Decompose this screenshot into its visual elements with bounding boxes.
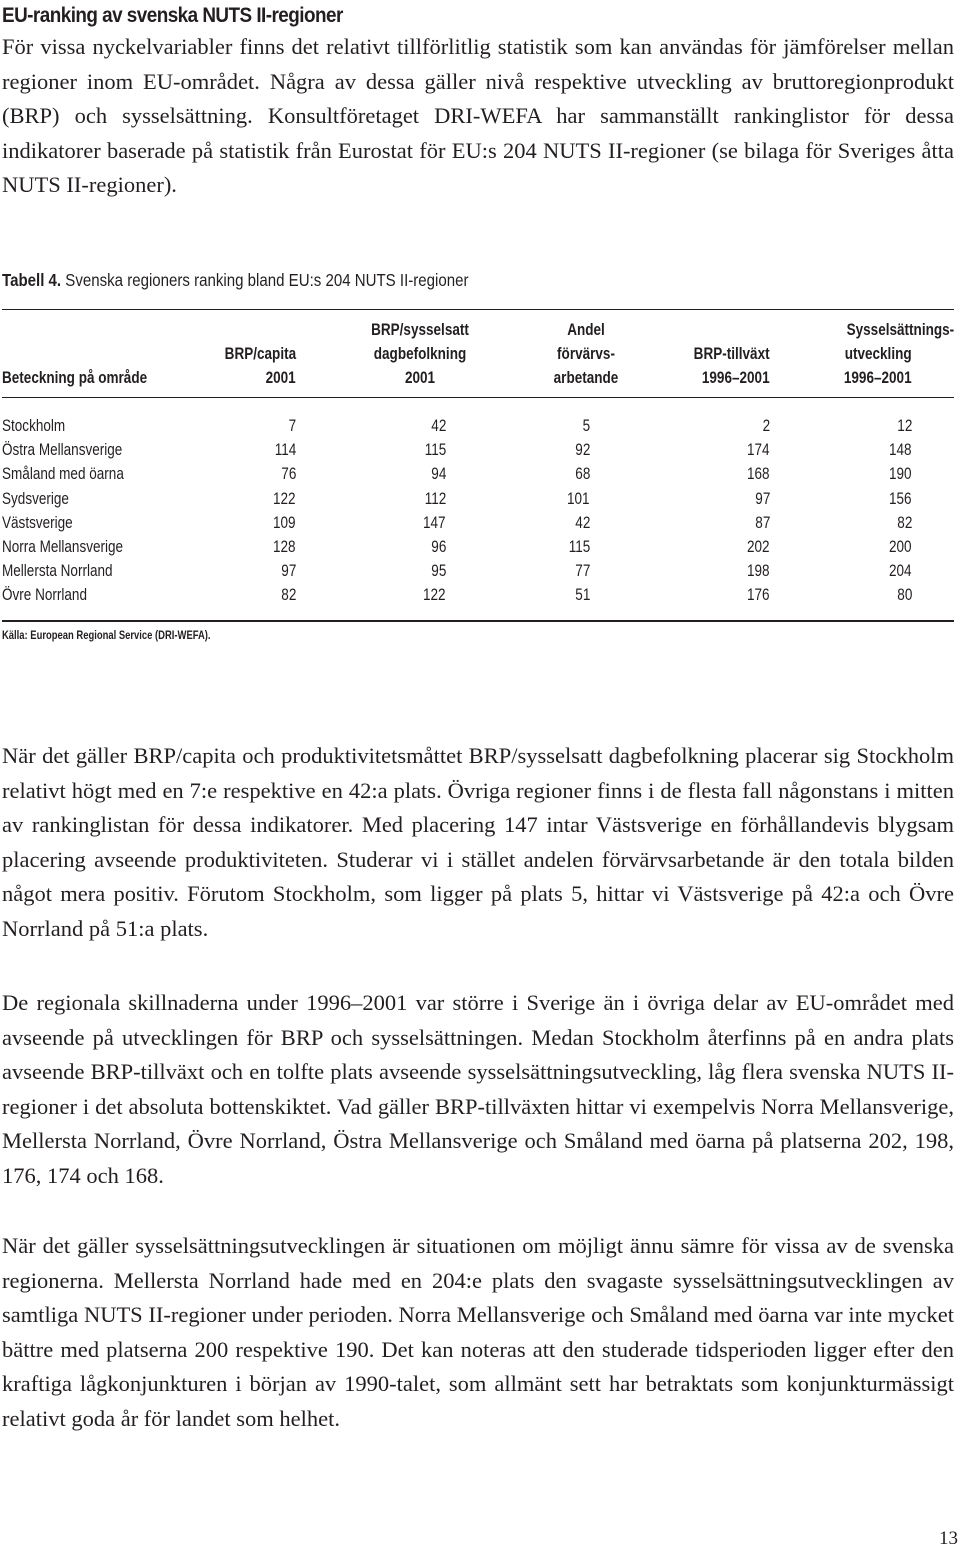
cell-brp-capita: 122 [273, 489, 296, 508]
header-region: Beteckning på område [2, 369, 148, 387]
cell-employment-growth: 204 [889, 562, 912, 581]
cell-region: Småland med öarna [2, 465, 124, 484]
cell-brp-growth: 168 [747, 465, 770, 484]
cell-employment-growth: 156 [889, 489, 912, 508]
header-employment-share-l3: arbetande [553, 369, 619, 387]
cell-region: Norra Mellansverige [2, 538, 124, 556]
table-source: Källa: European Regional Service (DRI-WEFA). [2, 630, 211, 642]
cell-productivity: 115 [424, 441, 446, 460]
cell-productivity: 95 [430, 562, 446, 581]
cell-brp-growth: 174 [747, 441, 770, 460]
header-productivity-l3: 2001 [404, 369, 436, 387]
header-productivity-l1: BRP/sysselsatt [371, 321, 469, 339]
body-paragraph: De regionala skillnaderna under 1996–2001 var större i Sverige än i övriga delar av EU-området med avseende på utvecklingen för BRP och sysselsättningen. Medan Stockholm återfinns på en andra plats avseende BRP-tillväxt och en tolfte plats avseende sysselsättningsutveckling, låg flera svenska NUTS II-regioner i det absoluta bottenskiktet. Vad gäller BRP-tillväxten hittar vi exempelvis Norra Mellansverige, Mellersta Norrland, Övre Norrland, Östra Mellansverige och Småland med öarna på platserna 202, 198, 176, 174 och 168. [2, 990, 954, 1188]
cell-employment-growth: 190 [889, 465, 912, 484]
cell-brp-capita: 97 [280, 562, 296, 581]
cell-employment-growth: 12 [896, 417, 912, 435]
cell-employment-share: 101 [567, 489, 590, 508]
section-heading: EU-ranking av svenska NUTS II-regioner [2, 4, 343, 27]
body-paragraph: När det gäller BRP/capita och produktivitetsmåttet BRP/sysselsatt dagbefolkning placerar sig Stockholm relativt högt med en 7:e respektive en 42:a plats. Övriga regioner finns i de flesta fall någonstans i mitten av rankinglistan för dessa indikatorer. Med placering 147 intar Västsverige en förhållandevis blygsam placering avseende produktiviteten. Studerar vi i stället andelen förvärvsarbetande är den totala bilden något mera positiv. Förutom Stockholm, som ligger på plats 5, hittar vi Västsverige på 42:a och Övre Norrland på 51:a plats. [2, 743, 954, 941]
cell-brp-capita: 128 [273, 538, 296, 556]
cell-brp-capita: 114 [274, 441, 296, 460]
header-employment-growth-l3: 1996–2001 [844, 369, 912, 387]
cell-employment-share: 77 [574, 562, 590, 581]
cell-brp-growth: 202 [747, 538, 770, 556]
cell-productivity: 147 [423, 513, 446, 532]
header-employment-growth-l2: utveckling [845, 345, 912, 363]
cell-brp-growth: 87 [754, 513, 770, 532]
cell-employment-share: 92 [574, 441, 590, 460]
cell-productivity: 96 [430, 538, 446, 556]
cell-brp-growth: 97 [754, 489, 770, 508]
cell-brp-capita: 109 [273, 513, 296, 532]
header-brp-capita-l3: 2001 [265, 369, 296, 387]
table-bottom-rule [2, 620, 954, 622]
header-brp-growth-l3: 1996–2001 [702, 369, 770, 387]
cell-brp-growth: 176 [747, 586, 770, 605]
cell-employment-growth: 148 [889, 441, 912, 460]
cell-employment-growth: 80 [896, 586, 912, 605]
cell-employment-growth: 200 [889, 538, 912, 556]
cell-productivity: 122 [423, 586, 446, 605]
intro-paragraph: För vissa nyckelvariabler finns det relativt tillförlitlig statistik som kan användas för jämförelser mellan regioner inom EU-området. Några av dessa gäller nivå respektive utveckling av bruttoregionprodukt (BRP) och sysselsättning. Konsultföretaget DRI-WEFA har sammanställt rankinglistor för dessa indikatorer baserade på statistik från Eurostat för EU:s 204 NUTS II-regioner (se bilaga för Sveriges åtta NUTS II-regioner). [2, 34, 954, 198]
cell-productivity: 94 [430, 465, 446, 484]
cell-region: Östra Mellansverige [2, 441, 123, 460]
body-paragraph: När det gäller sysselsättningsutvecklingen är situationen om möjligt ännu sämre för vissa av de svenska regionerna. Mellersta Norrland hade med en 204:e plats den svagaste sysselsättningsutvecklingen av samtliga NUTS II-regioner under perioden. Norra Mellansverige och Småland med öarna var inte mycket bättre med platserna 200 respektive 190. Det kan noteras att den studerade tidsperioden ligger efter den kraftiga lågkonjunkturen i början av 1990-talet, som allmänt sett har betraktats som konjunkturmässigt relativt goda år för landet som helhet. [2, 1233, 954, 1431]
cell-employment-share: 115 [568, 538, 590, 556]
cell-region: Västsverige [2, 513, 73, 532]
cell-productivity: 42 [430, 417, 446, 435]
page-number: 13 [939, 1528, 958, 1549]
cell-productivity: 112 [424, 489, 446, 508]
table-top-rule [2, 309, 954, 310]
cell-employment-share: 42 [574, 513, 590, 532]
cell-brp-capita: 76 [280, 465, 296, 484]
cell-brp-growth: 2 [762, 417, 770, 435]
cell-brp-capita: 82 [280, 586, 296, 605]
header-employment-share-l2: förvärvs- [557, 345, 615, 363]
header-employment-growth-l1: Sysselsättnings- [846, 321, 954, 339]
header-productivity-l2: dagbefolkning [373, 345, 467, 363]
table-caption-label: Tabell 4. [2, 270, 62, 290]
table-caption-text: Svenska regioners ranking bland EU:s 204 NUTS II-regioner [61, 270, 469, 290]
cell-brp-capita: 7 [288, 417, 296, 435]
cell-employment-share: 51 [574, 586, 590, 605]
cell-brp-growth: 198 [747, 562, 770, 581]
table-header-rule [2, 397, 954, 398]
header-brp-capita-l2: BRP/capita [224, 345, 296, 363]
cell-region: Sydsverige [2, 489, 69, 508]
header-brp-growth-l2: BRP-tillväxt [694, 345, 770, 363]
cell-region: Stockholm [2, 417, 66, 435]
cell-region: Övre Norrland [2, 586, 87, 605]
cell-employment-share: 68 [574, 465, 590, 484]
cell-region: Mellersta Norrland [2, 562, 113, 581]
cell-employment-share: 5 [582, 417, 590, 435]
table-caption [2, 270, 469, 291]
header-employment-share-l1: Andel [567, 321, 605, 339]
cell-employment-growth: 82 [896, 513, 912, 532]
